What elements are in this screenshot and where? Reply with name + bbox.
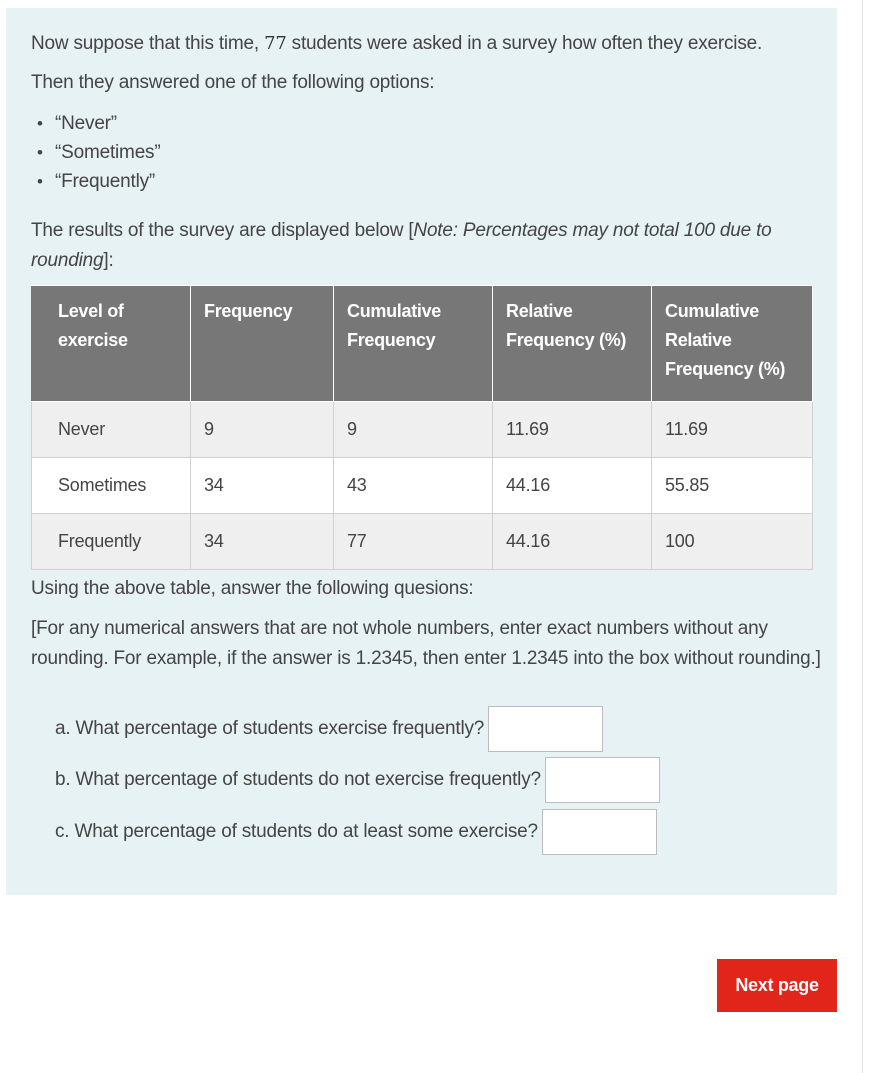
bullet-icon: • — [37, 143, 43, 162]
page-divider — [862, 0, 863, 1073]
bullet-icon: • — [37, 172, 43, 191]
rounding-note: Note: Percentages may not total 100 due to rounding — [31, 220, 772, 271]
next-page-button[interactable]: Next page — [717, 959, 837, 1012]
list-item: • “Sometimes” — [31, 141, 160, 170]
table-cell: 34 — [191, 514, 334, 570]
table-cell: 44.16 — [493, 458, 652, 514]
header-cumulative-relative-frequency: Cumulative Relative Frequency (%) — [652, 286, 813, 402]
list-item: • “Never” — [31, 112, 160, 141]
table-cell: 11.69 — [652, 402, 813, 458]
question-panel — [6, 8, 837, 895]
table-cell: 43 — [334, 458, 493, 514]
questions-lead: Using the above table, answer the following quesions: — [31, 578, 474, 599]
table-cell: Sometimes — [32, 458, 191, 514]
table-cell: 77 — [334, 514, 493, 570]
table-cell: Frequently — [32, 514, 191, 570]
table-header-row — [32, 286, 813, 402]
table-cell: 34 — [191, 458, 334, 514]
answer-c-input[interactable] — [542, 809, 657, 855]
bullet-icon: • — [37, 114, 43, 133]
options-list — [31, 112, 160, 199]
answer-b-input[interactable] — [545, 757, 660, 803]
question-a-text: a. What percentage of students exercise frequently? — [55, 718, 485, 739]
header-frequency: Frequency — [191, 286, 334, 402]
answer-a-input[interactable] — [488, 706, 603, 752]
question-b — [55, 757, 660, 803]
table-cell: 9 — [191, 402, 334, 458]
frequency-table — [31, 285, 813, 570]
question-b-text: b. What percentage of students do not exercise frequently? — [55, 769, 541, 790]
table-cell: 55.85 — [652, 458, 813, 514]
table-cell: 44.16 — [493, 514, 652, 570]
rounding-instructions: [For any numerical answers that are not whole numbers, enter exact numbers without any rounding. For example, if the answer is 1.2345, then enter 1.2345 into the box without rounding.] — [31, 618, 821, 669]
header-level: Level of exercise — [32, 286, 191, 402]
table-row — [32, 402, 813, 458]
table-cell: 100 — [652, 514, 813, 570]
header-cumulative-frequency: Cumulative Frequency — [334, 286, 493, 402]
results-text: The results of the survey are displayed below [Note: Percentages may not total 100 due to rounding]: — [31, 220, 772, 271]
question-a — [55, 706, 603, 752]
intro-text: Now suppose that this time, 77 students were asked in a survey how often they exercise. — [31, 33, 763, 54]
table-cell: Never — [32, 402, 191, 458]
table-row — [32, 514, 813, 570]
intro-options-lead: Then they answered one of the following options: — [31, 72, 435, 93]
student-count: 77 — [264, 33, 287, 54]
table-cell: 9 — [334, 402, 493, 458]
table-row — [32, 458, 813, 514]
list-item: • “Frequently” — [31, 170, 160, 199]
question-c-text: c. What percentage of students do at least some exercise? — [55, 821, 538, 842]
question-c — [55, 809, 657, 855]
header-relative-frequency: Relative Frequency (%) — [493, 286, 652, 402]
table-cell: 11.69 — [493, 402, 652, 458]
